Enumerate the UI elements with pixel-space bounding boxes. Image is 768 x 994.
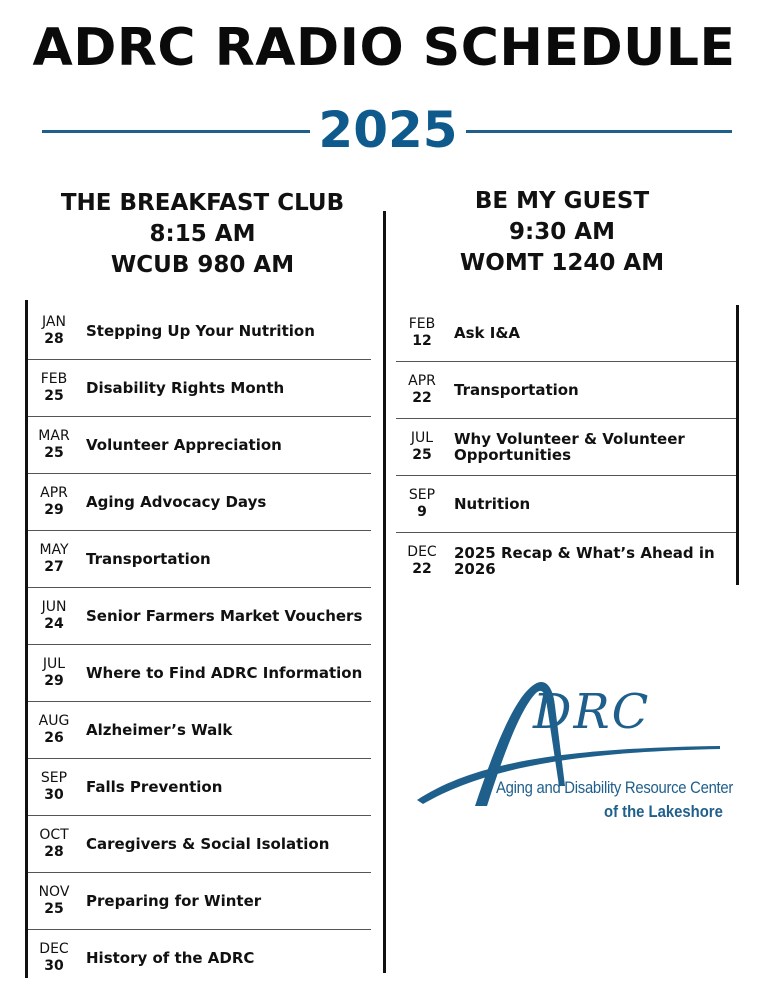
schedule-row (28, 873, 371, 930)
episode-date (396, 316, 448, 350)
episode-topic: Disability Rights Month (86, 379, 285, 397)
episode-topic: Stepping Up Your Nutrition (86, 322, 315, 340)
show-name: BE MY GUEST (474, 188, 650, 214)
episode-date (28, 713, 80, 747)
breakfast-club-schedule (28, 303, 371, 986)
episode-topic: Transportation (86, 550, 211, 568)
episode-date (28, 599, 80, 633)
episode-topic: Nutrition (454, 495, 531, 513)
day: 22 (412, 561, 432, 577)
month: MAR (38, 428, 70, 444)
day: 26 (44, 730, 64, 746)
month: JUL (410, 430, 434, 446)
day: 29 (44, 673, 64, 689)
schedule-row (396, 305, 736, 362)
show-name: THE BREAKFAST CLUB (60, 190, 345, 216)
schedule-row (396, 362, 736, 419)
episode-topic: Why Volunteer & Volunteer Opportunities (454, 430, 685, 464)
month: JUN (41, 599, 67, 615)
month: APR (40, 485, 68, 501)
month: SEP (408, 487, 436, 503)
episode-topic: Senior Farmers Market Vouchers (86, 607, 363, 625)
schedule-row (28, 930, 371, 986)
be-my-guest-header (392, 186, 732, 279)
be-my-guest-schedule (396, 305, 736, 589)
episode-date (28, 371, 80, 405)
year-banner (0, 100, 768, 160)
episode-date (28, 770, 80, 804)
divider-right (466, 130, 732, 133)
episode-date (396, 373, 448, 407)
center-divider-line (383, 211, 386, 973)
episode-topic: Where to Find ADRC Information (86, 664, 363, 682)
month: APR (408, 373, 436, 389)
show-station: WOMT 1240 AM (459, 250, 665, 276)
right-border-line (736, 305, 739, 585)
logo-org-name: Aging and Disability Resource Center (496, 779, 734, 797)
episode-date (28, 428, 80, 462)
episode-date (28, 827, 80, 861)
show-time: 8:15 AM (149, 221, 256, 247)
episode-topic: Aging Advocacy Days (86, 493, 267, 511)
day: 22 (412, 390, 432, 406)
episode-date (28, 485, 80, 519)
month: NOV (38, 884, 70, 900)
logo-letters: DRC (533, 684, 651, 740)
schedule-row (396, 419, 736, 476)
episode-topic: Alzheimer’s Walk (86, 721, 233, 739)
schedule-row (396, 533, 736, 589)
day: 12 (412, 333, 432, 349)
episode-date (396, 487, 448, 521)
day: 30 (44, 787, 64, 803)
day: 25 (412, 447, 432, 463)
show-station: WCUB 980 AM (110, 252, 295, 278)
episode-topic: Ask I&A (454, 324, 521, 342)
schedule-row (28, 759, 371, 816)
month: AUG (38, 713, 70, 729)
month: MAY (39, 542, 69, 558)
month: OCT (39, 827, 69, 843)
day: 9 (417, 504, 427, 520)
schedule-row (28, 417, 371, 474)
year-label: 2025 (318, 101, 458, 159)
breakfast-club-header (30, 188, 375, 281)
schedule-row (28, 588, 371, 645)
month: DEC (407, 544, 437, 560)
day: 27 (44, 559, 64, 575)
month: DEC (39, 941, 69, 957)
episode-topic: Volunteer Appreciation (86, 436, 282, 454)
schedule-row (28, 702, 371, 759)
logo-org-region: of the Lakeshore (604, 803, 723, 821)
day: 25 (44, 901, 64, 917)
day: 28 (44, 844, 64, 860)
page-title: ADRC RADIO SCHEDULE (32, 18, 736, 78)
day: 29 (44, 502, 64, 518)
episode-date (396, 544, 448, 578)
episode-topic: Preparing for Winter (86, 892, 262, 910)
day: 25 (44, 388, 64, 404)
episode-date (396, 430, 448, 464)
show-time: 9:30 AM (509, 219, 615, 245)
episode-topic: Transportation (454, 381, 579, 399)
month: FEB (408, 316, 436, 332)
day: 30 (44, 958, 64, 974)
month: SEP (40, 770, 68, 786)
month: FEB (40, 371, 68, 387)
day: 24 (44, 616, 64, 632)
schedule-row (28, 474, 371, 531)
episode-date (28, 884, 80, 918)
schedule-row (396, 476, 736, 533)
episode-date (28, 941, 80, 975)
episode-date (28, 314, 80, 348)
episode-topic: 2025 Recap & What’s Ahead in 2026 (454, 544, 715, 578)
episode-date (28, 656, 80, 690)
episode-date (28, 542, 80, 576)
episode-topic: Caregivers & Social Isolation (86, 835, 330, 853)
schedule-row (28, 360, 371, 417)
month: JAN (42, 314, 66, 330)
day: 28 (44, 331, 64, 347)
day: 25 (44, 445, 64, 461)
schedule-row (28, 645, 371, 702)
schedule-row (28, 303, 371, 360)
schedule-row (28, 816, 371, 873)
schedule-row (28, 531, 371, 588)
episode-topic: History of the ADRC (86, 949, 255, 967)
month: JUL (42, 656, 66, 672)
episode-topic: Falls Prevention (86, 778, 223, 796)
divider-left (42, 130, 310, 133)
